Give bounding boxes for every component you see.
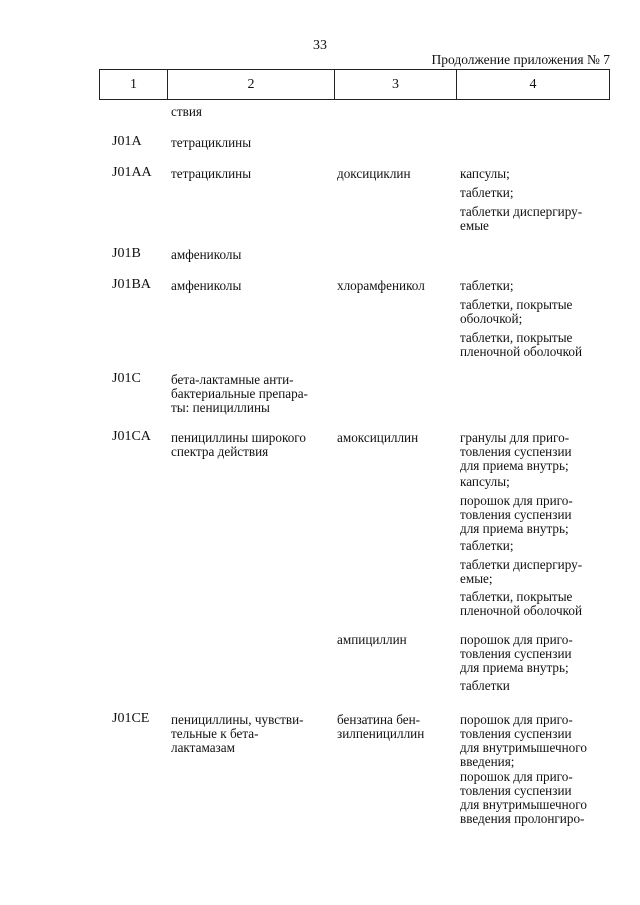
group-name: амфениколы	[171, 278, 242, 293]
header-col-4: 4	[529, 76, 537, 92]
group-name: тетрациклины	[171, 135, 252, 150]
dosage-form: порошок для приго- товления суспензии для внутримышечного введения пролонгиро-	[460, 769, 587, 826]
dosage-form: таблетки диспергиру- емые;	[460, 557, 583, 586]
header-col-3: 3	[335, 70, 457, 99]
drug-name: бензатина бен- зилпенициллин	[337, 712, 425, 741]
header-col-1: 1	[100, 70, 168, 99]
dosage-form: порошок для приго- товления суспензии для приема внутрь;	[460, 493, 573, 536]
dosage-form: капсулы;	[460, 474, 510, 489]
dosage-form: таблетки диспергиру- емые	[460, 204, 583, 233]
group-name: тетрациклины	[171, 166, 252, 181]
header-col-2: 2	[168, 70, 335, 99]
table-header	[99, 69, 610, 100]
dosage-form: порошок для приго- товления суспензии для внутримышечного введения;	[460, 712, 587, 769]
drug-name: амоксициллин	[337, 430, 419, 445]
drug-name: хлорамфеникол	[337, 278, 425, 293]
atc-code: J01AA	[112, 165, 152, 180]
atc-code: J01B	[112, 246, 141, 261]
group-name: ствия	[171, 104, 202, 119]
dosage-form: таблетки, покрытые пленочной оболочкой	[460, 330, 583, 359]
dosage-form: таблетки;	[460, 538, 514, 553]
page-number: 33	[313, 38, 327, 53]
group-name: амфениколы	[171, 247, 242, 262]
atc-code: J01CA	[112, 429, 151, 444]
dosage-form: таблетки;	[460, 185, 514, 200]
atc-code: J01BA	[112, 277, 151, 292]
drug-name: ампициллин	[337, 632, 407, 647]
dosage-form: таблетки, покрытые оболочкой;	[460, 297, 573, 326]
atc-code: J01A	[112, 134, 142, 149]
group-name: бета-лактамные анти- бактериальные препара- ты: пенициллины	[171, 372, 308, 415]
dosage-form: таблетки, покрытые пленочной оболочкой	[460, 589, 583, 618]
continuation-note: Продолжение приложения № 7	[431, 52, 610, 67]
dosage-form: таблетки	[460, 678, 510, 693]
dosage-form: капсулы;	[460, 166, 510, 181]
dosage-form: гранулы для приго- товления суспензии для приема внутрь;	[460, 430, 572, 473]
dosage-form: таблетки;	[460, 278, 514, 293]
atc-code: J01C	[112, 371, 141, 386]
group-name: пенициллины широкого спектра действия	[171, 430, 306, 459]
atc-code: J01CE	[112, 711, 150, 726]
dosage-form: порошок для приго- товления суспензии для приема внутрь;	[460, 632, 573, 675]
group-name: пенициллины, чувстви- тельные к бета- лактамазам	[171, 712, 304, 755]
drug-name: доксициклин	[337, 166, 411, 181]
